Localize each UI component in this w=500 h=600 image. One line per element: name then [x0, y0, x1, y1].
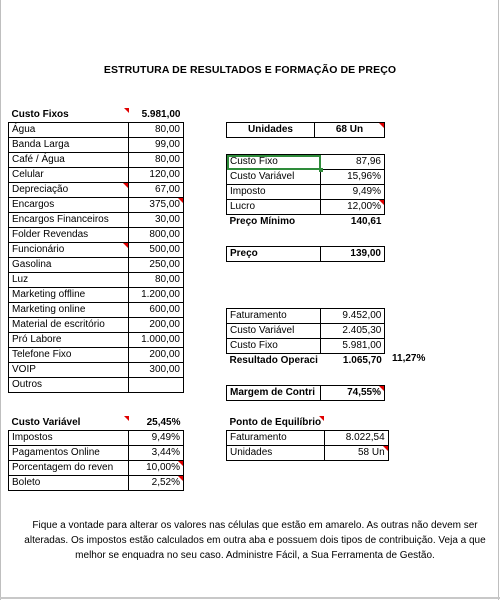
custo-fixo-row-label: Material de escritório	[9, 318, 129, 333]
custo-fixo-row	[9, 333, 184, 348]
custo-variavel-total[interactable]: 25,45%	[146, 417, 181, 428]
unidades-label: Unidades	[227, 123, 315, 138]
price-item-row-label: Custo Variável	[227, 170, 321, 185]
custo-fixo-row	[9, 228, 184, 243]
price-item-row-label: Imposto	[227, 185, 321, 200]
resultado-percent: 11,27%	[392, 353, 426, 364]
custo-variavel-row	[9, 476, 184, 491]
preco-table	[226, 246, 385, 262]
preco-minimo-label: Preço Mínimo	[229, 216, 296, 227]
resultado-item-row	[227, 324, 385, 339]
custo-fixo-row	[9, 273, 184, 288]
custo-fixo-row	[9, 303, 184, 318]
custo-fixo-row-value[interactable]: 120,00	[129, 168, 184, 183]
ponto-equilibrio-row-value[interactable]: 8.022,54	[324, 431, 388, 446]
custo-fixos-total[interactable]: 5.981,00	[141, 109, 181, 120]
resultado-item-row	[227, 309, 385, 324]
custo-fixo-row-value[interactable]: 80,00	[129, 273, 184, 288]
custo-fixo-row	[9, 153, 184, 168]
ponto-equilibrio-row-label: Unidades	[227, 446, 325, 461]
ponto-equilibrio-row-label: Faturamento	[227, 431, 325, 446]
price-item-row	[227, 200, 385, 215]
custo-fixo-row-label: Marketing online	[9, 303, 129, 318]
custo-variavel-row-value[interactable]: 9,49%	[129, 431, 184, 446]
custo-fixo-row-value[interactable]: 80,00	[129, 153, 184, 168]
ponto-equilibrio-label: Ponto de Equilíbrio	[227, 416, 325, 431]
resultado-operacional-row	[227, 354, 385, 369]
sheet-bottom-border	[0, 597, 500, 599]
custo-fixos-header-row	[9, 108, 184, 123]
resultado-item-row-value[interactable]: 9.452,00	[321, 309, 385, 324]
custo-fixo-row-value[interactable]: 200,00	[129, 348, 184, 363]
sheet-title: ESTRUTURA DE RESULTADOS E FORMAÇÃO DE PREÇO	[103, 64, 397, 76]
custo-fixo-row	[9, 243, 184, 258]
resultado-operacional-label: Resultado Operaci	[229, 355, 318, 366]
custo-fixo-row-label: Encargos Financeiros	[9, 213, 129, 228]
custo-fixo-row-label: Pró Labore	[9, 333, 129, 348]
preco-value[interactable]: 139,00	[321, 247, 385, 262]
price-item-row	[227, 155, 385, 170]
resultado-item-row-label: Custo Variável	[227, 324, 321, 339]
custo-fixo-row-label: Celular	[9, 168, 129, 183]
custo-fixo-row-label: Café / Água	[9, 153, 129, 168]
custo-fixo-row-label: Outros	[9, 378, 129, 393]
custo-variavel-header-row	[9, 416, 184, 431]
custo-fixo-row-value[interactable]: 1.000,00	[129, 333, 184, 348]
custo-fixo-row-value[interactable]: 30,00	[129, 213, 184, 228]
ponto-equilibrio-row-value[interactable]: 58 Un	[324, 446, 388, 461]
resultado-item-row-label: Faturamento	[227, 309, 321, 324]
custo-variavel-row	[9, 431, 184, 446]
custo-fixos-table	[8, 108, 184, 393]
custo-variavel-row-value[interactable]: 10,00%	[129, 461, 184, 476]
preco-row	[227, 247, 385, 262]
custo-fixo-row	[9, 363, 184, 378]
custo-fixo-row-label: Marketing offline	[9, 288, 129, 303]
custo-variavel-row-value[interactable]: 2,52%	[129, 476, 184, 491]
custo-fixo-row-value[interactable]: 250,00	[129, 258, 184, 273]
price-item-row	[227, 185, 385, 200]
custo-variavel-row-label: Impostos	[9, 431, 129, 446]
ponto-equilibrio-table	[226, 416, 389, 461]
resultado-operacional-value: 1.065,70	[342, 355, 382, 366]
custo-fixo-row	[9, 168, 184, 183]
margem-value: 74,55%	[321, 386, 385, 401]
custo-fixo-row	[9, 348, 184, 363]
custo-fixo-row-value[interactable]	[129, 378, 184, 393]
price-item-row-value[interactable]: 9,49%	[321, 185, 385, 200]
custo-fixo-row-value[interactable]: 800,00	[129, 228, 184, 243]
custo-fixo-row-label: Banda Larga	[9, 138, 129, 153]
custo-variavel-row-label: Boleto	[9, 476, 129, 491]
custo-fixo-row	[9, 288, 184, 303]
custo-fixo-row-label: VOIP	[9, 363, 129, 378]
preco-label: Preço	[227, 247, 321, 262]
price-block-table	[226, 154, 385, 229]
custo-fixo-row-value[interactable]: 1.200,00	[129, 288, 184, 303]
unidades-row	[227, 123, 385, 138]
custo-fixo-row-label: Telefone Fixo	[9, 348, 129, 363]
price-item-row	[227, 170, 385, 185]
custo-fixo-row	[9, 123, 184, 138]
price-item-row-value[interactable]: 12,00%	[321, 200, 385, 215]
custo-fixo-row-value[interactable]: 375,00	[129, 198, 184, 213]
custo-fixo-row-label: Água	[9, 123, 129, 138]
custo-fixo-row	[9, 258, 184, 273]
custo-fixo-row-label: Folder Revendas	[9, 228, 129, 243]
resultado-item-row-label: Custo Fixo	[227, 339, 321, 354]
ponto-equilibrio-header-row	[227, 416, 389, 431]
price-item-row-value[interactable]: 87,96	[321, 155, 385, 170]
custo-variavel-row-value[interactable]: 3,44%	[129, 446, 184, 461]
custo-fixo-row-label: Luz	[9, 273, 129, 288]
resultado-item-row-value[interactable]: 5.981,00	[321, 339, 385, 354]
price-item-row-value[interactable]: 15,96%	[321, 170, 385, 185]
custo-fixo-row-value[interactable]: 300,00	[129, 363, 184, 378]
custo-fixos-label: Custo Fixos	[9, 108, 129, 123]
custo-variavel-label: Custo Variável	[9, 416, 129, 431]
footnote-text: Fique a vontade para alterar os valores nas células que estão em amarelo. As outras não devem ser alteradas. Os impostos estão calculados em outra aba e possuem dois tipos de contribuição. Veja a que melhor se enquadra no seu caso. Administre Fácil, a Sua Ferramenta de Gestão.	[24, 520, 486, 561]
custo-variavel-table	[8, 416, 184, 491]
sheet-right-border	[498, 0, 499, 600]
custo-variavel-row-label: Pagamentos Online	[9, 446, 129, 461]
margem-label: Margem de Contri	[227, 386, 321, 401]
custo-fixo-row-value[interactable]: 99,00	[129, 138, 184, 153]
custo-fixo-row-value[interactable]: 200,00	[129, 318, 184, 333]
custo-fixo-row	[9, 318, 184, 333]
custo-fixo-row-label: Funcionário	[9, 243, 129, 258]
custo-fixo-row-label: Depreciação	[9, 183, 129, 198]
resultado-item-row	[227, 339, 385, 354]
unidades-table	[226, 122, 385, 138]
resultado-item-row-value[interactable]: 2.405,30	[321, 324, 385, 339]
preco-minimo-row	[227, 215, 385, 230]
custo-fixo-row	[9, 198, 184, 213]
margem-row	[227, 386, 385, 401]
sheet-left-border	[0, 0, 1, 600]
resultado-table	[226, 308, 385, 368]
custo-fixo-row-label: Gasolina	[9, 258, 129, 273]
price-item-row-label: Lucro	[227, 200, 321, 215]
margem-table	[226, 385, 385, 401]
custo-fixo-row-value[interactable]: 67,00	[129, 183, 184, 198]
custo-fixo-row-value[interactable]: 500,00	[129, 243, 184, 258]
custo-fixo-row-value[interactable]: 80,00	[129, 123, 184, 138]
custo-variavel-row-label: Porcentagem do reven	[9, 461, 129, 476]
custo-fixo-row	[9, 213, 184, 228]
custo-fixo-row	[9, 138, 184, 153]
custo-variavel-row	[9, 461, 184, 476]
ponto-equilibrio-row	[227, 431, 389, 446]
unidades-value[interactable]: 68 Un	[315, 123, 385, 138]
ponto-equilibrio-row	[227, 446, 389, 461]
price-item-row-label: Custo Fixo	[227, 155, 321, 170]
custo-fixo-row	[9, 183, 184, 198]
custo-fixo-row-label: Encargos	[9, 198, 129, 213]
custo-fixo-row	[9, 378, 184, 393]
preco-minimo-value: 140,61	[350, 216, 382, 227]
custo-variavel-row	[9, 446, 184, 461]
custo-fixo-row-value[interactable]: 600,00	[129, 303, 184, 318]
